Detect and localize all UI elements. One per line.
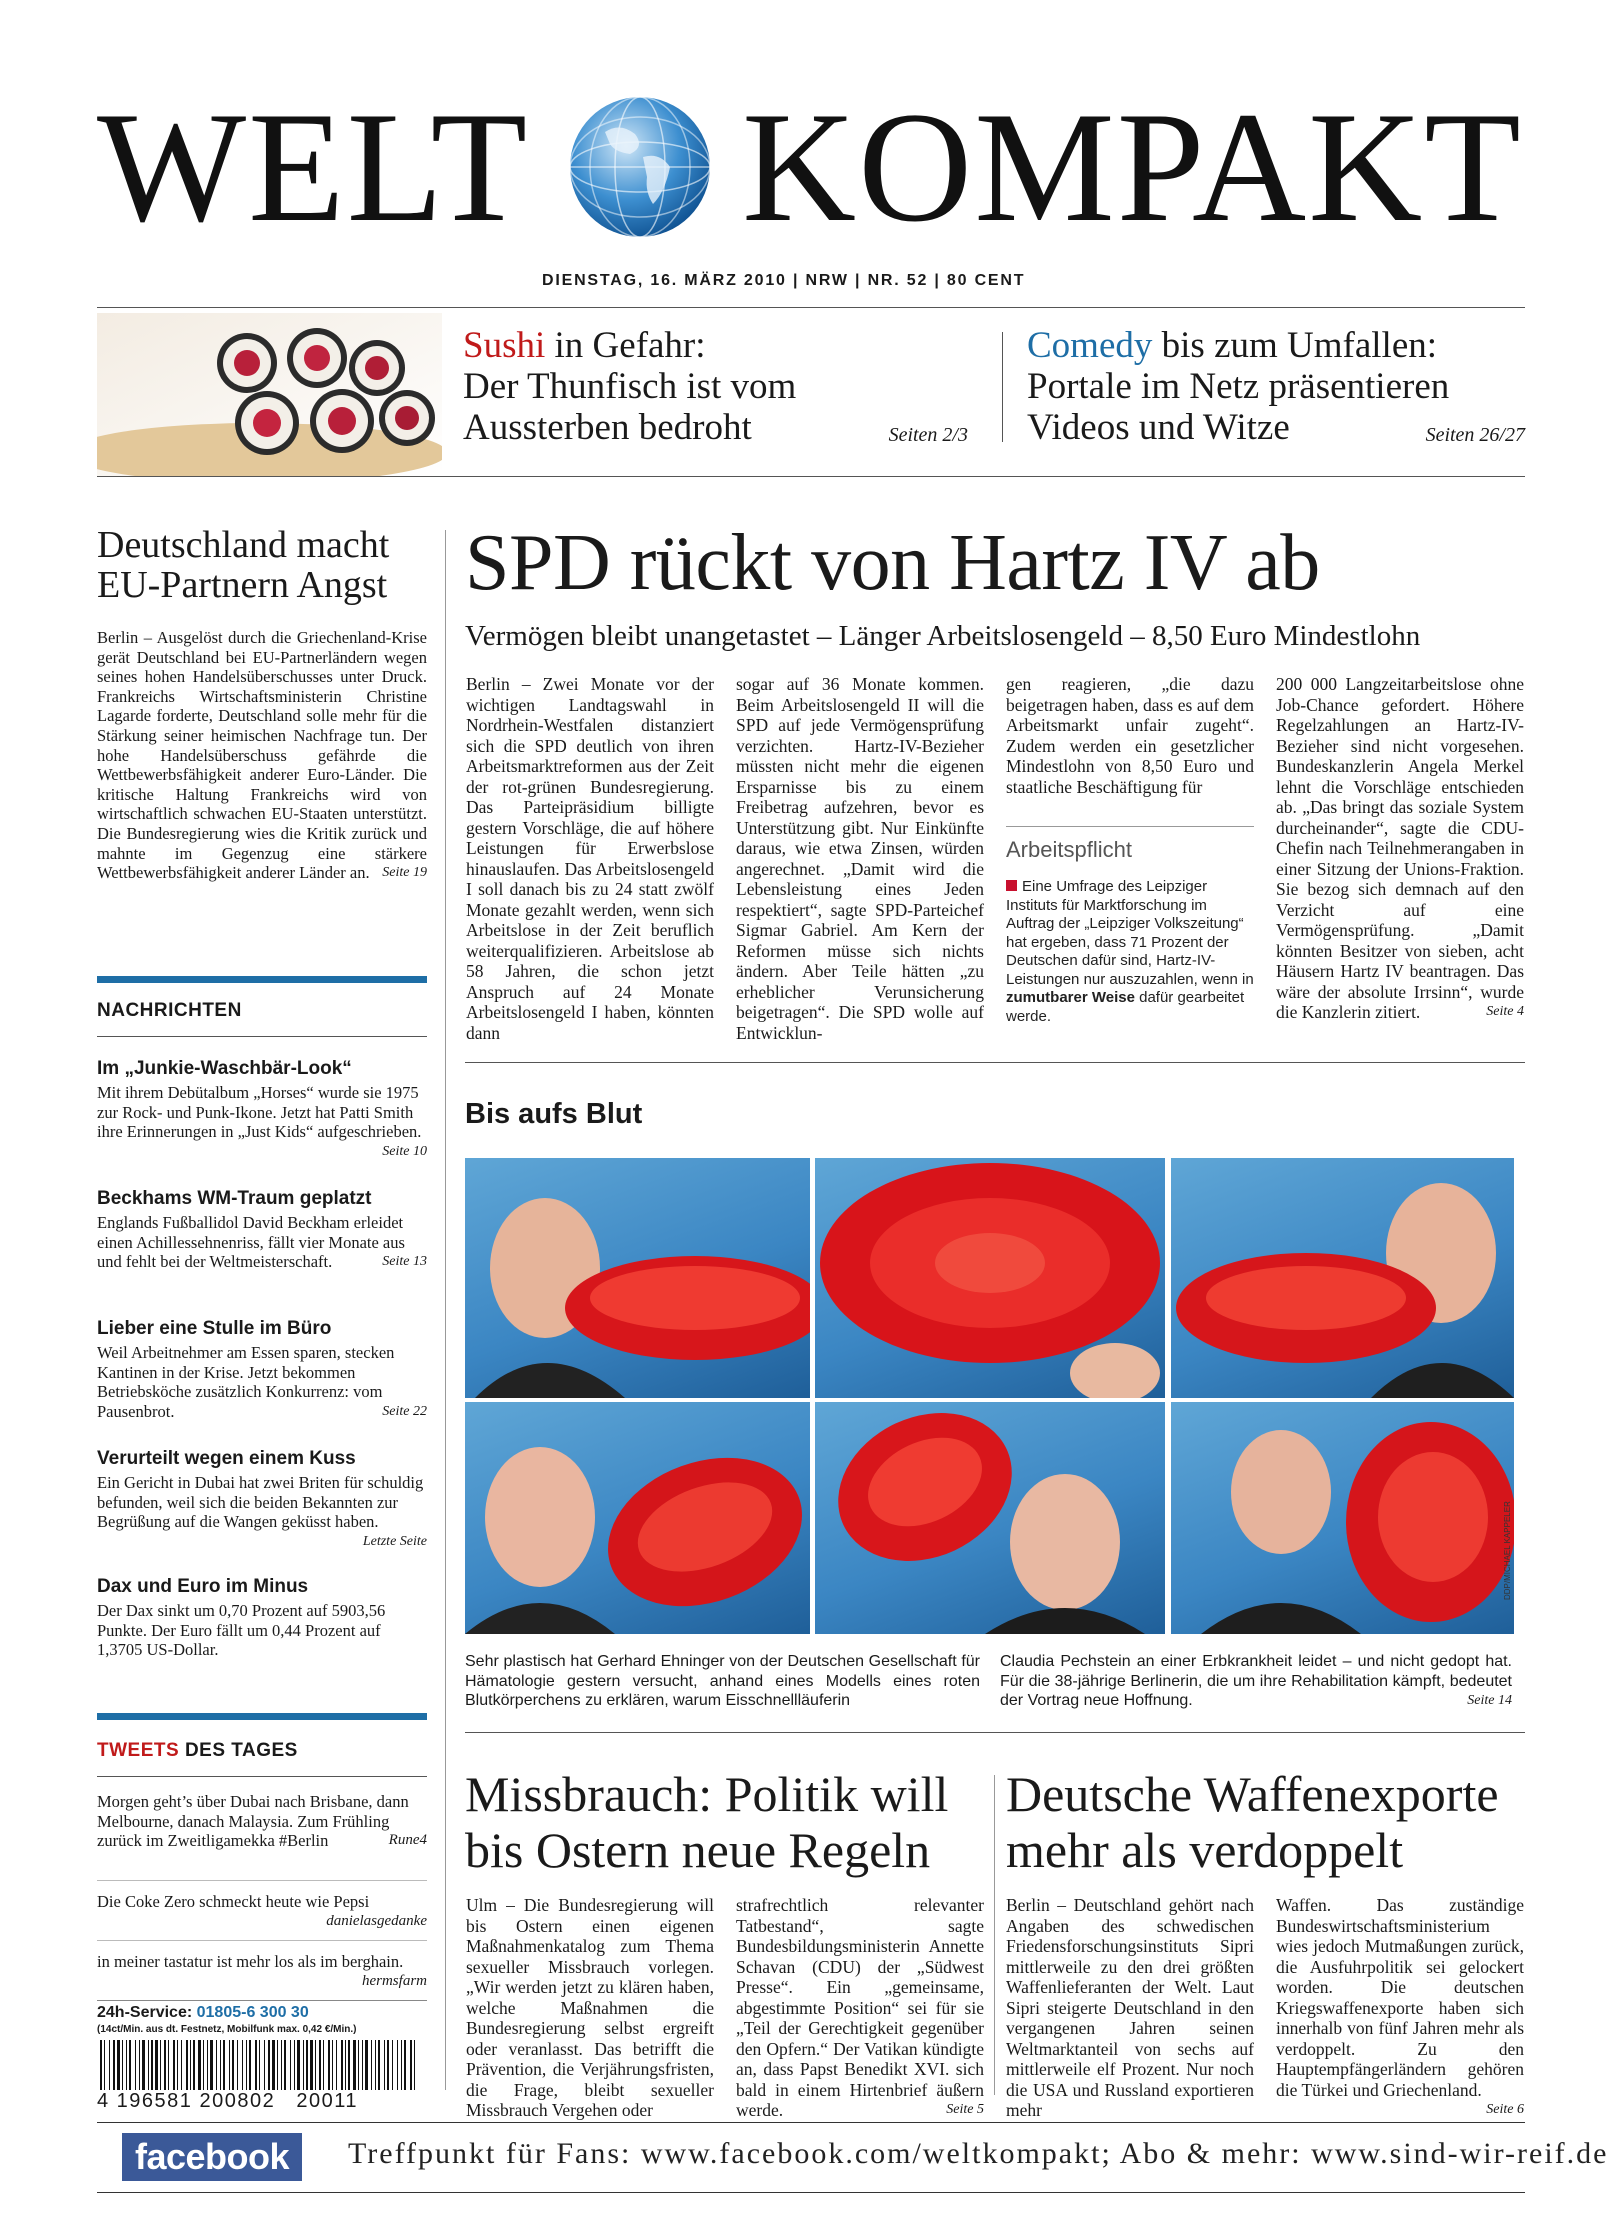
footer-text[interactable]: Treffpunkt für Fans: www.facebook.com/weltkompakt; Abo & mehr: www.sind-wir-reif.de [348,2137,1609,2170]
teaser-pages: Seiten 2/3 [888,424,968,446]
main-column: sogar auf 36 Monate kommen. Beim Arbeitslosengeld II will die SPD auf jede Vermögensprüfung verzichten. Hartz-IV-Bezieher müssten nicht mehr die eigenen Ersparnisse bis zu einem Freibetrag aufzehren, bevor es Unterstützung gibt. Nur Einkünfte daraus, wie etwa Zinsen, würden angerechnet. „Damit wird die Lebensleistung eines Jeden respektiert“, sagte SPD-Parteichef Sigmar Gabriel. Am Kern der Reformen müsse sich nichts ändern. Aber Teile hätten „zu erheblicher Verunsicherung beigetragen“. Die SPD wolle auf Entwicklun- [736,674,984,1043]
divider [97,1036,427,1037]
globe-logo-icon [565,92,715,242]
news-item[interactable]: Lieber eine Stulle im Büro Weil Arbeitnehmer am Essen sparen, stecken Kantinen in der Krise. Jetzt bekommen Betriebsköche zusätzlich Konkurrenz: vom Pausenbrot. Seite 22 [97,1318,427,1421]
divider [97,2122,1525,2123]
infobox-title: Arbeitspflicht [1006,837,1132,862]
photo [815,1402,1165,1634]
story-headline[interactable]: Deutsche Waffenexporte mehr als verdoppelt [1006,1766,1499,1878]
divider [465,1062,1525,1063]
story-column: strafrechtlich relevanter Tatbestand“, sagte Bundesbildungsministerin Annette Schavan (CDU) der „Südwest Presse“. Ein „gemeinsame, abgestimmte Position“ sei für sie „Teil der Gerechtigkeit gegenüber den Opfern.“ Der Vatikan kündigte an, dass Papst Benedikt XVI. sich bald in einem Hirtenbrief äußern werde. Seite 5 [736,1895,984,2120]
section-heading-tweets: TWEETS DES TAGES [97,1740,298,1761]
photo [1171,1402,1514,1634]
facebook-logo[interactable]: facebook [122,2133,302,2181]
photo-caption: Claudia Pechstein an einer Erbkrankheit leidet – und nicht gedopt hat. Für die 38-jährige Berlinerin, die um ihre Rehabilitation kämpft, bedeutet der Vortrag neue Hoffnung. Seite 14 [1000,1653,1512,1709]
story-column: Ulm – Die Bundesregierung will bis Ostern einen eigenen Maßnahmenkatalog zum Thema sexueller Missbrauch vorlegen. „Wir werden jetzt zu klären haben, welche Maßnahmen die Bundesregierung selbst ergreift oder veranlasst. Das betrifft die Prävention, die Verjährungsfristen, die Frage, bleibt sexueller Missbrauch Vergehen oder [466,1895,714,2120]
divider [1002,332,1003,442]
divider [97,1940,427,1941]
photo-caption: Sehr plastisch hat Gerhard Ehninger von der Deutschen Gesellschaft für Hämatologie gestern versucht, anhand eines Modells eines roten Blutkörperchens zu erklären, warum Eisschnellläuferin [465,1653,980,1709]
infobox-text: Eine Umfrage des Leipziger Instituts für Marktforschung im Auftrag der „Leipziger Volkszeitung“ hat ergeben, dass 71 Prozent der Deutschen dafür sind, Hartz-IV-Leistungen nur auszuzahlen, wenn in zumutbarer Weise dafür gearbeitet werde. [1006,878,1254,1025]
divider [97,2000,427,2001]
divider [465,1732,1525,1733]
divider [97,1880,427,1881]
news-item[interactable]: Im „Junkie-Waschbär-Look“ Mit ihrem Debütalbum „Horses“ wurde sie 1975 zur Rock- und Punk-Ikone. Jetzt hat Patti Smith ihre Erinnerungen in „Just Kids“ aufgeschrieben. Seite 10 [97,1058,427,1159]
photo [465,1402,810,1634]
tweet-item: in meiner tastatur ist mehr los als im berghain. hermsfarm [97,1952,427,1989]
service-note: (14ct/Min. aus dt. Festnetz, Mobilfunk max. 0,42 €/Min.) [97,2024,357,2035]
story-column: Waffen. Das zuständige Bundeswirtschaftsministerium wies jedoch Mutmaßungen zurück, die Ausfuhrpolitik sei gelockert worden. Die deutschen Kriegswaffenexporte haben sich innerhalb von fünf Jahren mehr als verdoppelt. Zu den Hauptempfängerländern gehören die Türkei und Griechenland. Seite 6 [1276,1895,1524,2117]
divider [97,476,1525,477]
divider [97,307,1525,308]
main-column: gen reagieren, „die dazu beigetragen haben, dass es auf dem Arbeitsmarkt unfair zugeht“. Zudem werden ein gesetzlicher Mindestlohn von 8,50 Euro und staatliche Beschäftigung für [1006,674,1254,797]
page-ref: Seite 19 [382,865,427,881]
photo [465,1158,810,1398]
main-column: Berlin – Zwei Monate vor der wichtigen Landtagswahl in Nordrhein-Westfalen distanziert sich die SPD deutlich von ihren Arbeitsmarktreformen aus der Zeit der rot-grünen Bundesregierung. Das Parteipräsidium billigte gestern Vorschläge, die auf höhere Leistungen für Erwerbslose hinauslaufen. Das Arbeitslosengeld I soll danach bis zu 24 statt zwölf Monate gezahlt werden, wenn sich Arbeitslose in der Zeit beruflich weiterqualifizieren. Arbeitslose ab 58 Jahren, die schon jetzt Anspruch auf 24 Monate Arbeitslosengeld I haben, könnten dann [466,674,714,1043]
bullet-icon [1006,880,1017,891]
teaser-highlight: Comedy [1027,325,1153,366]
photo [1171,1158,1514,1398]
tweet-item: Die Coke Zero schmeckt heute wie Pepsi danielasgedanke [97,1892,427,1929]
main-subhead: Vermögen bleibt unangetastet – Länger Arbeitslosengeld – 8,50 Euro Mindestlohn [465,620,1421,652]
service-line: 24h-Service: 01805-6 300 30 [97,2004,309,2021]
teaser-comedy[interactable]: Comedy bis zum Umfallen: Portale im Netz präsentieren Videos und Witze Seiten 26/27 [1027,325,1525,456]
main-column: 200 000 Langzeitarbeitslose ohne Job-Chance gefordert. Höhere Regelzahlungen an Hartz-IV-Bezieher sind nicht vorgesehen. Bundeskanzlerin Angela Merkel lehnt die Vorschläge entschieden ab. „Das bringt das soziale System durcheinander“, sagte die CDU-Chefin nach Teilnehmerangaben in einer Sitzung der Unions-Fraktion. Sie bezog sich demnach auf den Verzicht auf eine Vermögensprüfung. „Damit könnten Besitzer von sieben, acht Häusern Hartz IV beantragen. Das wäre der absolute Irrsinn“, wurde die Kanzlerin zitiert. Seite 4 [1276,674,1524,1022]
sushi-photo [97,313,442,476]
divider [97,1776,427,1777]
photo [815,1158,1165,1398]
story-column: Berlin – Deutschland gehört nach Angaben des schwedischen Friedensforschungsinstituts Sipri mittlerweile zu den drei größten Waffenlieferanten der Welt. Laut Sipri steigerte Deutschland in den vergangenen Jahren seinen Weltmarktanteil von sechs auf mittlerweile elf Prozent. Nur noch die USA und Russland exportieren mehr [1006,1895,1254,2120]
news-item[interactable]: Dax und Euro im Minus Der Dax sinkt um 0,70 Prozent auf 5903,56 Punkte. Der Euro fällt um 0,44 Prozent auf 1,3705 US-Dollar. [97,1576,386,1659]
section-heading-news: NACHRICHTEN [97,1000,242,1021]
teaser-sushi[interactable]: Sushi in Gefahr: Der Thunfisch ist vom Aussterben bedroht Seiten 2/3 [463,325,968,456]
story-headline[interactable]: Missbrauch: Politik will bis Ostern neue Regeln [465,1766,949,1878]
news-item[interactable]: Verurteilt wegen einem Kuss Ein Gericht in Dubai hat zwei Briten für schuldig befunden, weil sich die beiden Bekannten zur Begrüßung auf die Wangen geküsst haben. Letzte Seite [97,1448,427,1549]
news-item[interactable]: Beckhams WM-Traum geplatzt Englands Fußballidol David Beckham erleidet einen Achillessehnenriss, fällt vier Monate aus und fehlt bei der Weltmeisterschaft. Seite 13 [97,1188,427,1271]
section-bar [97,976,427,983]
photo-credit: DDP/MICHAEL KAPPELER [1503,1501,1512,1600]
divider [1006,826,1254,827]
masthead-welt: WELT [97,80,530,255]
tweet-item: Morgen geht’s über Dubai nach Brisbane, dann Melbourne, danach Malaysia. Zum Frühling zurück im Zweitligamekka #Berlin Rune4 [97,1792,427,1850]
teaser-highlight: Sushi [463,325,546,366]
lead-text: Berlin – Ausgelöst durch die Griechenland-Krise gerät Deutschland bei EU-Partnerländern wegen seines hohen Handelsüberschusses unter Druck. Frankreichs Wirtschaftsministerin Christine Lagarde forderte, Deutschland solle mehr für die Stärkung seiner heimischen Nachfrage tun. Der hohe Handelsüberschuss gefährde die Wettbewerbsfähigkeit anderer Euro-Länder. Die kritische Haltung Frankreichs wird von wirtschaftlich schwachen EU-Staaten unterstützt. Die Bundesregierung wies die Kritik zurück und mahnte im Gegenzug eine stärkere Wettbewerbsfähigkeit anderer Länder an. Seite 19 [97,628,427,883]
masthead-kompakt: KOMPAKT [742,80,1523,255]
photo-story-title[interactable]: Bis aufs Blut [465,1098,643,1130]
barcode-digits: 4 196581 200802 20011 [97,2090,359,2112]
main-headline[interactable]: SPD rückt von Hartz IV ab [465,519,1320,607]
section-bar [97,1713,427,1720]
teaser-pages: Seiten 26/27 [1425,424,1525,446]
divider [994,1775,995,2095]
dateline: DIENSTAG, 16. MÄRZ 2010 | NRW | NR. 52 | 80 CENT [542,272,1026,289]
divider [445,530,446,2090]
lead-title[interactable]: Deutschland macht EU-Partnern Angst [97,524,390,606]
barcode [100,2040,420,2090]
divider [97,2192,1525,2193]
